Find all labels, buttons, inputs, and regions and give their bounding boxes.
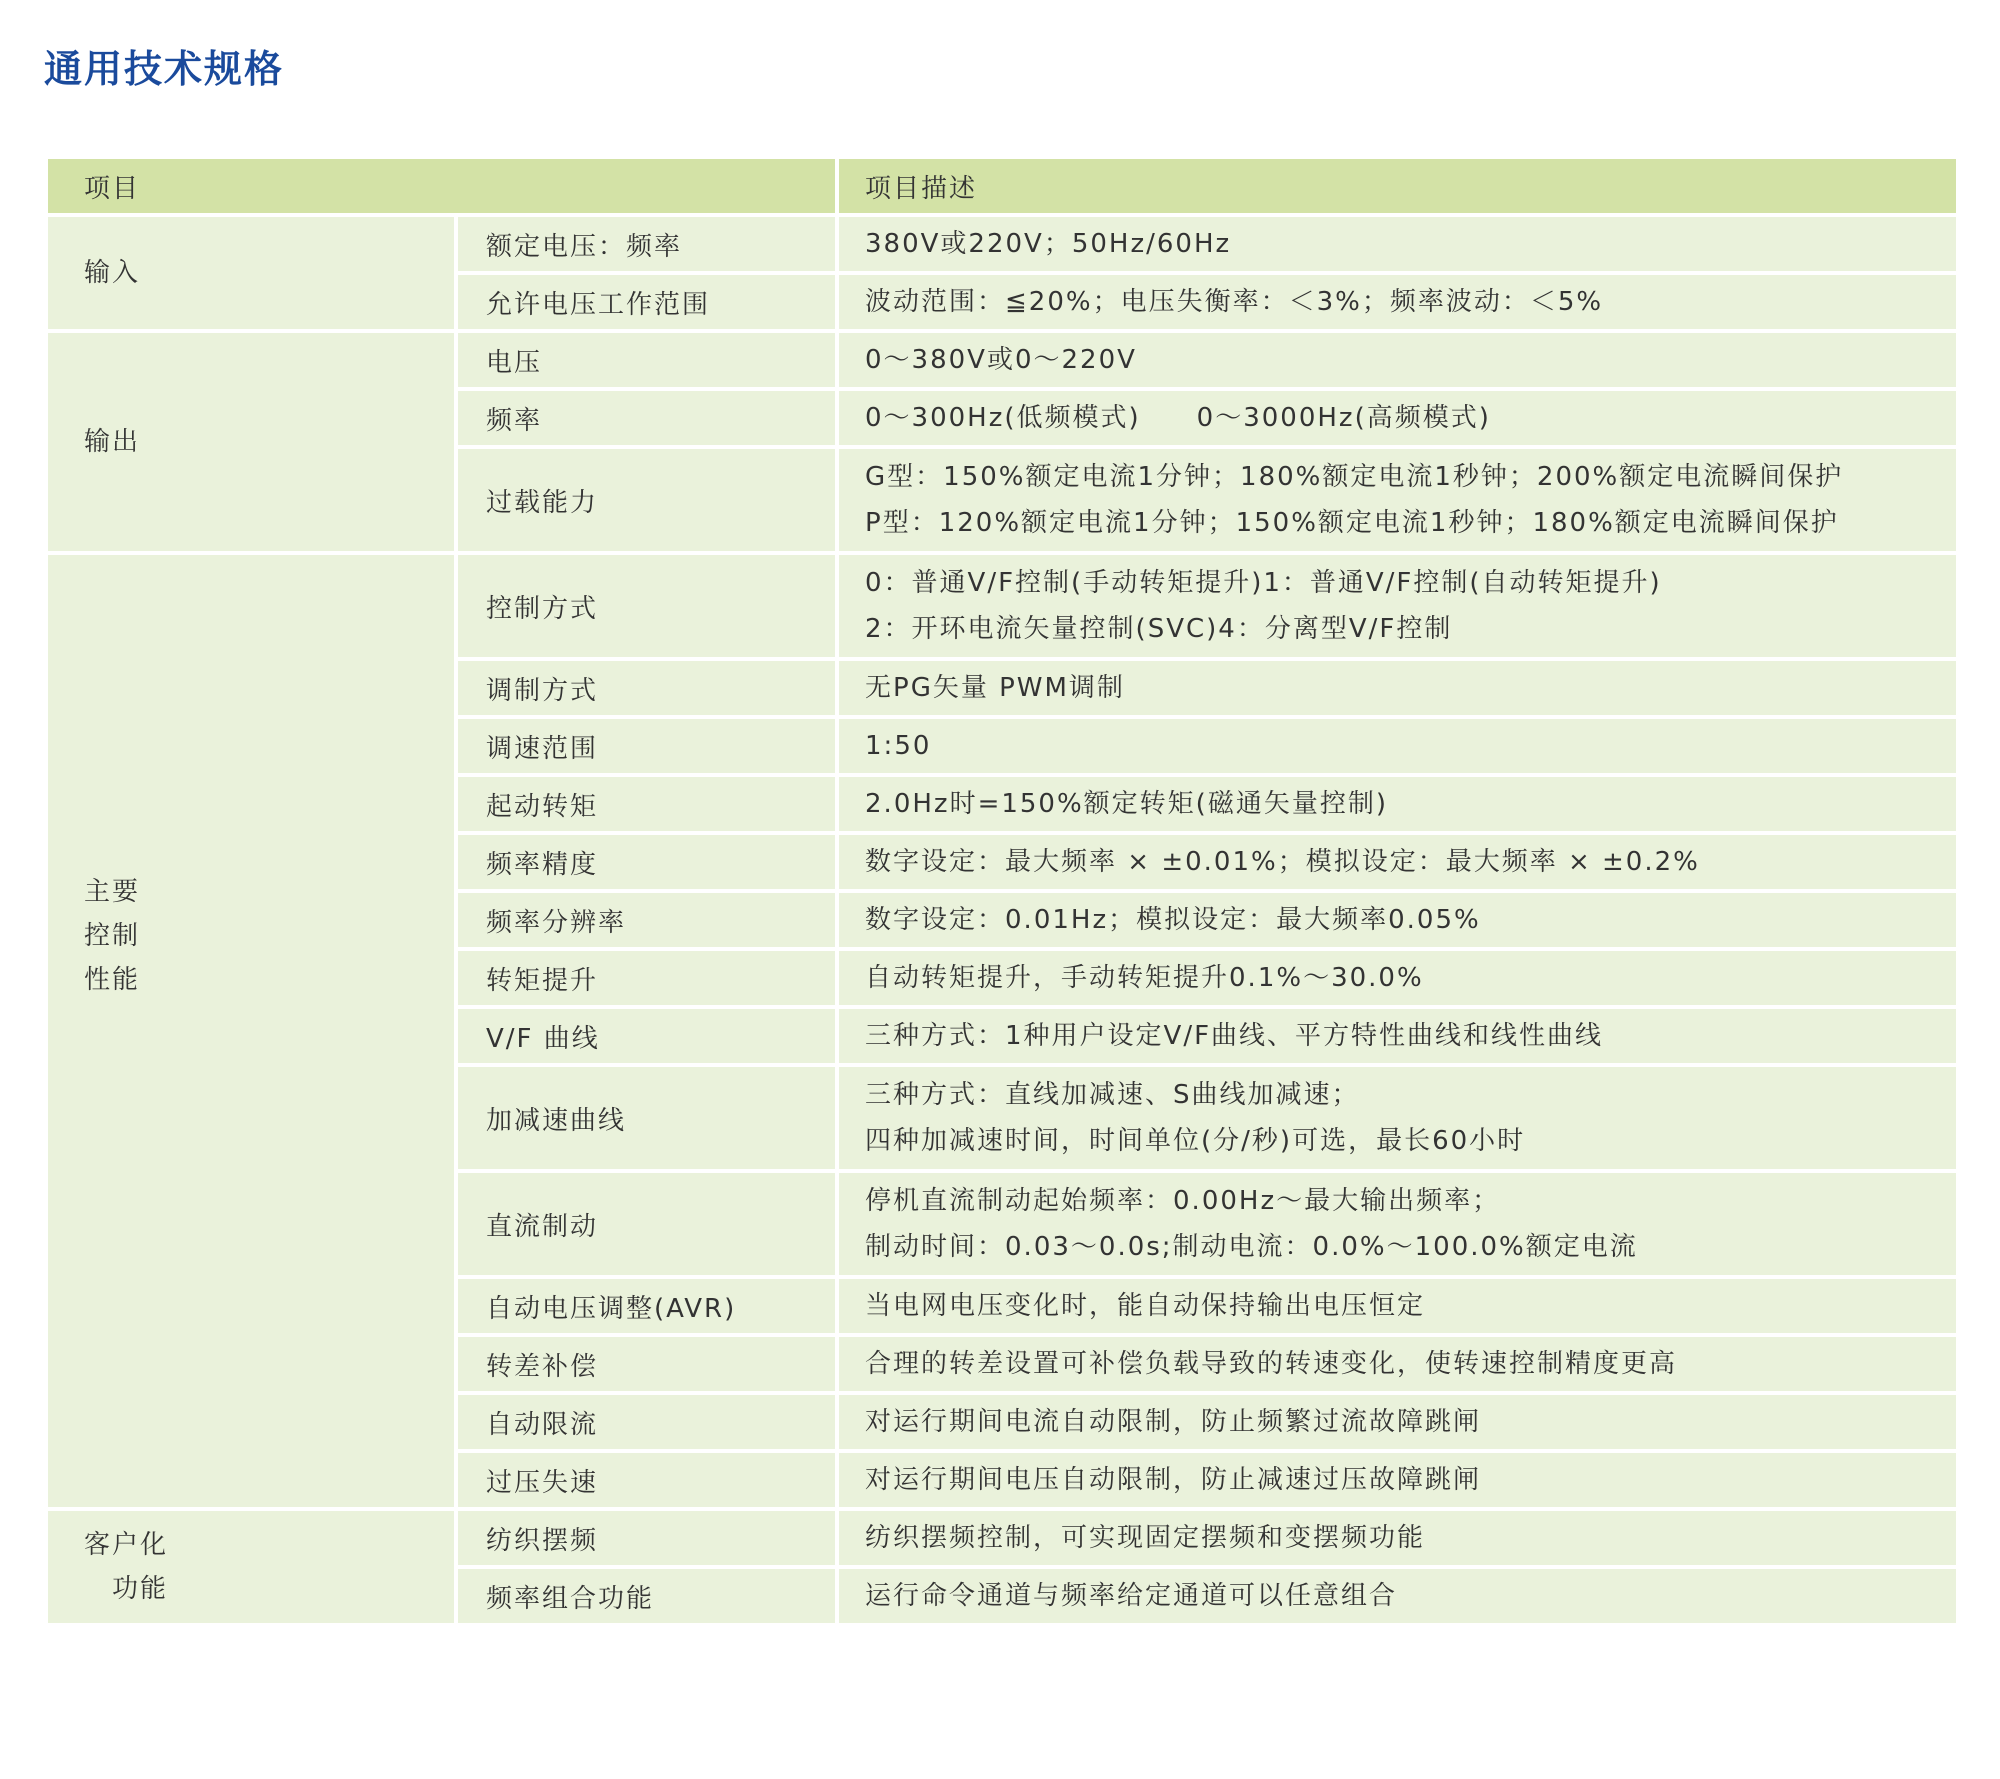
desc-cell: 1:50 xyxy=(837,717,1958,775)
table-row xyxy=(46,1509,1958,1567)
item-cell: 自动电压调整(AVR) xyxy=(456,1277,837,1335)
desc-cell: 合理的转差设置可补偿负载导致的转速变化，使转速控制精度更高 xyxy=(837,1335,1958,1393)
desc-cell: 0～380V或0～220V xyxy=(837,331,1958,389)
group-label-customized-functions: 客户化 功能 xyxy=(84,1530,169,1604)
item-cell: 直流制动 xyxy=(456,1171,837,1277)
item-cell: 频率组合功能 xyxy=(456,1567,837,1625)
desc-cell: 三种方式：直线加减速、S曲线加减速； 四种加减速时间，时间单位(分/秒)可选，最长60小时 xyxy=(837,1065,1958,1171)
desc-cell: 对运行期间电压自动限制，防止减速过压故障跳闸 xyxy=(837,1451,1958,1509)
item-cell: 加减速曲线 xyxy=(456,1065,837,1171)
item-cell: 频率精度 xyxy=(456,833,837,891)
group-cell-output xyxy=(46,331,456,553)
item-cell: 纺织摆频 xyxy=(456,1509,837,1567)
desc-cell: 自动转矩提升，手动转矩提升0.1%～30.0% xyxy=(837,949,1958,1007)
desc-cell: 三种方式：1种用户设定V/F曲线、平方特性曲线和线性曲线 xyxy=(837,1007,1958,1065)
table-row xyxy=(46,215,1958,273)
desc-cell: 当电网电压变化时，能自动保持输出电压恒定 xyxy=(837,1277,1958,1335)
desc-cell: 运行命令通道与频率给定通道可以任意组合 xyxy=(837,1567,1958,1625)
table-row xyxy=(46,553,1958,659)
desc-cell: 0：普通V/F控制(手动转矩提升)1：普通V/F控制(自动转矩提升) 2：开环电流矢量控制(SVC)4：分离型V/F控制 xyxy=(837,553,1958,659)
desc-cell: 2.0Hz时=150%额定转矩(磁通矢量控制) xyxy=(837,775,1958,833)
group-label-output: 输出 xyxy=(84,427,141,457)
desc-cell: G型：150%额定电流1分钟；180%额定电流1秒钟；200%额定电流瞬间保护 P型：120%额定电流1分钟；150%额定电流1秒钟；180%额定电流瞬间保护 xyxy=(837,447,1958,553)
group-label-input: 输入 xyxy=(84,258,141,288)
desc-cell: 纺织摆频控制，可实现固定摆频和变摆频功能 xyxy=(837,1509,1958,1567)
item-cell: 调速范围 xyxy=(456,717,837,775)
desc-cell: 数字设定：最大频率 × ±0.01%；模拟设定：最大频率 × ±0.2% xyxy=(837,833,1958,891)
header-cell-description: 项目描述 xyxy=(837,157,1958,215)
item-cell: 转差补偿 xyxy=(456,1335,837,1393)
spec-table xyxy=(44,155,1960,1627)
item-cell: 转矩提升 xyxy=(456,949,837,1007)
desc-cell: 380V或220V；50Hz/60Hz xyxy=(837,215,1958,273)
item-cell: 频率 xyxy=(456,389,837,447)
group-cell-input xyxy=(46,215,456,331)
desc-cell: 对运行期间电流自动限制，防止频繁过流故障跳闸 xyxy=(837,1393,1958,1451)
item-cell: 控制方式 xyxy=(456,553,837,659)
item-cell: 起动转矩 xyxy=(456,775,837,833)
desc-cell: 波动范围：≦20%；电压失衡率：＜3%；频率波动：＜5% xyxy=(837,273,1958,331)
item-cell: 频率分辨率 xyxy=(456,891,837,949)
group-cell-customized-functions xyxy=(46,1509,456,1625)
desc-cell: 停机直流制动起始频率：0.00Hz～最大输出频率； 制动时间：0.03～0.0s;制动电流：0.0%～100.0%额定电流 xyxy=(837,1171,1958,1277)
item-cell: V/F 曲线 xyxy=(456,1007,837,1065)
group-cell-main-control-performance xyxy=(46,553,456,1509)
item-cell: 允许电压工作范围 xyxy=(456,273,837,331)
desc-cell: 无PG矢量 PWM调制 xyxy=(837,659,1958,717)
item-cell: 自动限流 xyxy=(456,1393,837,1451)
spec-table-head xyxy=(46,157,1958,215)
group-label-main-control-performance: 主要 控制 性能 xyxy=(84,877,141,995)
spec-table-body xyxy=(46,215,1958,1625)
header-cell-item: 项目 xyxy=(46,157,837,215)
item-cell: 额定电压：频率 xyxy=(456,215,837,273)
desc-cell: 数字设定：0.01Hz；模拟设定：最大频率0.05% xyxy=(837,891,1958,949)
table-header-row xyxy=(46,157,1958,215)
item-cell: 调制方式 xyxy=(456,659,837,717)
page-title: 通用技术规格 xyxy=(44,47,285,91)
table-row xyxy=(46,331,1958,389)
item-cell: 过载能力 xyxy=(456,447,837,553)
item-cell: 电压 xyxy=(456,331,837,389)
item-cell: 过压失速 xyxy=(456,1451,837,1509)
desc-cell: 0～300Hz(低频模式) 0～3000Hz(高频模式) xyxy=(837,389,1958,447)
